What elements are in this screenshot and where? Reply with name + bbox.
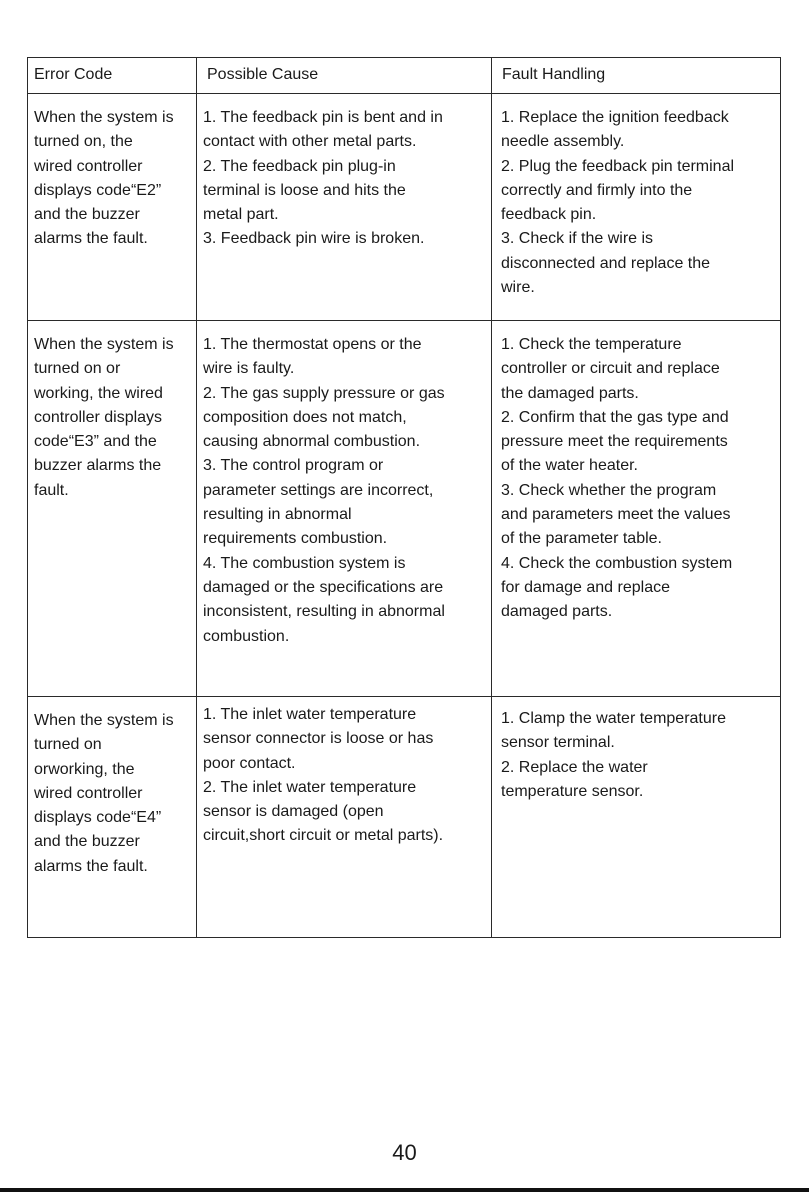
cell-text-line: for damage and replace xyxy=(501,578,670,596)
bottom-rule xyxy=(0,1188,809,1192)
header-error-code: Error Code xyxy=(28,58,197,94)
cell-text-line: and parameters meet the values xyxy=(501,506,731,524)
cell-text-line: 3. Feedback pin wire is broken. xyxy=(203,230,425,248)
cell-text-line: parameter settings are incorrect, xyxy=(203,481,434,499)
possible-cause-cell xyxy=(197,321,492,697)
cell-text-line: alarms the fault. xyxy=(34,857,148,875)
cell-text-line: 2. Replace the water xyxy=(501,758,648,776)
cell-text-line: alarms the fault. xyxy=(34,230,148,248)
fault-handling-cell xyxy=(492,94,781,321)
cell-text-line: displays code“E2” xyxy=(34,181,162,199)
cell-text-line: causing abnormal combustion. xyxy=(203,433,421,451)
cell-text-line: 3. Check whether the program xyxy=(501,481,717,499)
cell-text-line: 4. The combustion system is xyxy=(203,554,406,572)
cell-text-line: damaged parts. xyxy=(501,603,613,621)
cell-text-line: damaged or the specifications are xyxy=(203,578,444,596)
cell-text-line: of the water heater. xyxy=(501,457,638,475)
error-code-cell xyxy=(28,697,197,938)
cell-text-line: circuit,short circuit or metal parts). xyxy=(203,827,444,845)
possible-cause-cell xyxy=(197,94,492,321)
cell-text-line: 2. Plug the feedback pin terminal xyxy=(501,157,735,175)
cell-text-line: feedback pin. xyxy=(501,206,597,224)
cell-text-line: poor contact. xyxy=(203,754,296,772)
cell-text-line: 1. The thermostat opens or the xyxy=(203,336,422,353)
cell-text-line: pressure meet the requirements xyxy=(501,433,728,451)
cell-text-line: resulting in abnormal xyxy=(203,506,352,524)
fault-table xyxy=(27,57,781,938)
cell-text-line: turned on or xyxy=(34,360,121,378)
cell-text-line: 1. Clamp the water temperature xyxy=(501,710,726,727)
cell-text-line: controller or circuit and replace xyxy=(501,360,720,378)
fault-handling-cell xyxy=(492,321,781,697)
cell-text-line: needle assembly. xyxy=(501,133,625,151)
cell-text-line: orworking, the xyxy=(34,760,135,778)
cell-text-line: 2. The inlet water temperature xyxy=(203,778,417,796)
cell-text-line: 2. The feedback pin plug-in xyxy=(203,157,396,175)
error-code-cell xyxy=(28,321,197,697)
cell-text-line: wire is faulty. xyxy=(203,360,295,378)
cell-text-line: requirements combustion. xyxy=(203,530,388,548)
cell-text-line: 1. The feedback pin is bent and in xyxy=(203,109,443,126)
cell-text-line: 3. Check if the wire is xyxy=(501,230,654,248)
cell-text-line: contact with other metal parts. xyxy=(203,133,417,151)
cell-text-line: When the system is xyxy=(34,336,174,353)
cell-text-line: the damaged parts. xyxy=(501,384,639,402)
header-fault-handling: Fault Handling xyxy=(492,58,781,94)
cell-text-line: wire. xyxy=(501,279,535,297)
cell-text-line: temperature sensor. xyxy=(501,782,644,800)
cell-text-line: sensor is damaged (open xyxy=(203,803,384,821)
cell-text-line: 4. Check the combustion system xyxy=(501,554,733,572)
cell-text-line: fault. xyxy=(34,481,69,499)
cell-text-line: of the parameter table. xyxy=(501,530,662,548)
error-code-cell xyxy=(28,94,197,321)
cell-text-line: 1. The inlet water temperature xyxy=(203,706,417,723)
cell-text-line: wired controller xyxy=(34,784,143,802)
cell-text-line: metal part. xyxy=(203,206,279,224)
table-row xyxy=(28,321,781,697)
cell-text-line: composition does not match, xyxy=(203,408,407,426)
table-row xyxy=(28,94,781,321)
cell-text-line: disconnected and replace the xyxy=(501,254,711,272)
cell-text-line: wired controller xyxy=(34,157,143,175)
cell-text-line: inconsistent, resulting in abnormal xyxy=(203,603,445,621)
cell-text-line: 1. Replace the ignition feedback xyxy=(501,109,729,126)
fault-handling-cell xyxy=(492,697,781,938)
cell-text-line: combustion. xyxy=(203,627,290,645)
cell-text-line: sensor terminal. xyxy=(501,734,615,752)
cell-text-line: code“E3” and the xyxy=(34,433,157,451)
cell-text-line: and the buzzer xyxy=(34,206,140,224)
cell-text-line: terminal is loose and hits the xyxy=(203,181,406,199)
header-possible-cause: Possible Cause xyxy=(197,58,492,94)
cell-text-line: correctly and firmly into the xyxy=(501,181,693,199)
cell-text-line: turned on, the xyxy=(34,133,133,151)
cell-text-line: When the system is xyxy=(34,712,174,729)
cell-text-line: 2. Confirm that the gas type and xyxy=(501,408,729,426)
cell-text-line: turned on xyxy=(34,736,102,754)
cell-text-line: displays code“E4” xyxy=(34,809,162,827)
table-header-row xyxy=(28,58,781,94)
cell-text-line: When the system is xyxy=(34,109,174,126)
cell-text-line: and the buzzer xyxy=(34,833,140,851)
cell-text-line: controller displays xyxy=(34,408,163,426)
cell-text-line: 1. Check the temperature xyxy=(501,336,682,353)
table-row xyxy=(28,697,781,938)
cell-text-line: working, the wired xyxy=(34,384,163,402)
possible-cause-cell xyxy=(197,697,492,938)
cell-text-line: 2. The gas supply pressure or gas xyxy=(203,384,445,402)
cell-text-line: buzzer alarms the xyxy=(34,457,162,475)
cell-text-line: sensor connector is loose or has xyxy=(203,730,434,748)
cell-text-line: 3. The control program or xyxy=(203,457,384,475)
page-number: 40 xyxy=(392,1140,417,1165)
